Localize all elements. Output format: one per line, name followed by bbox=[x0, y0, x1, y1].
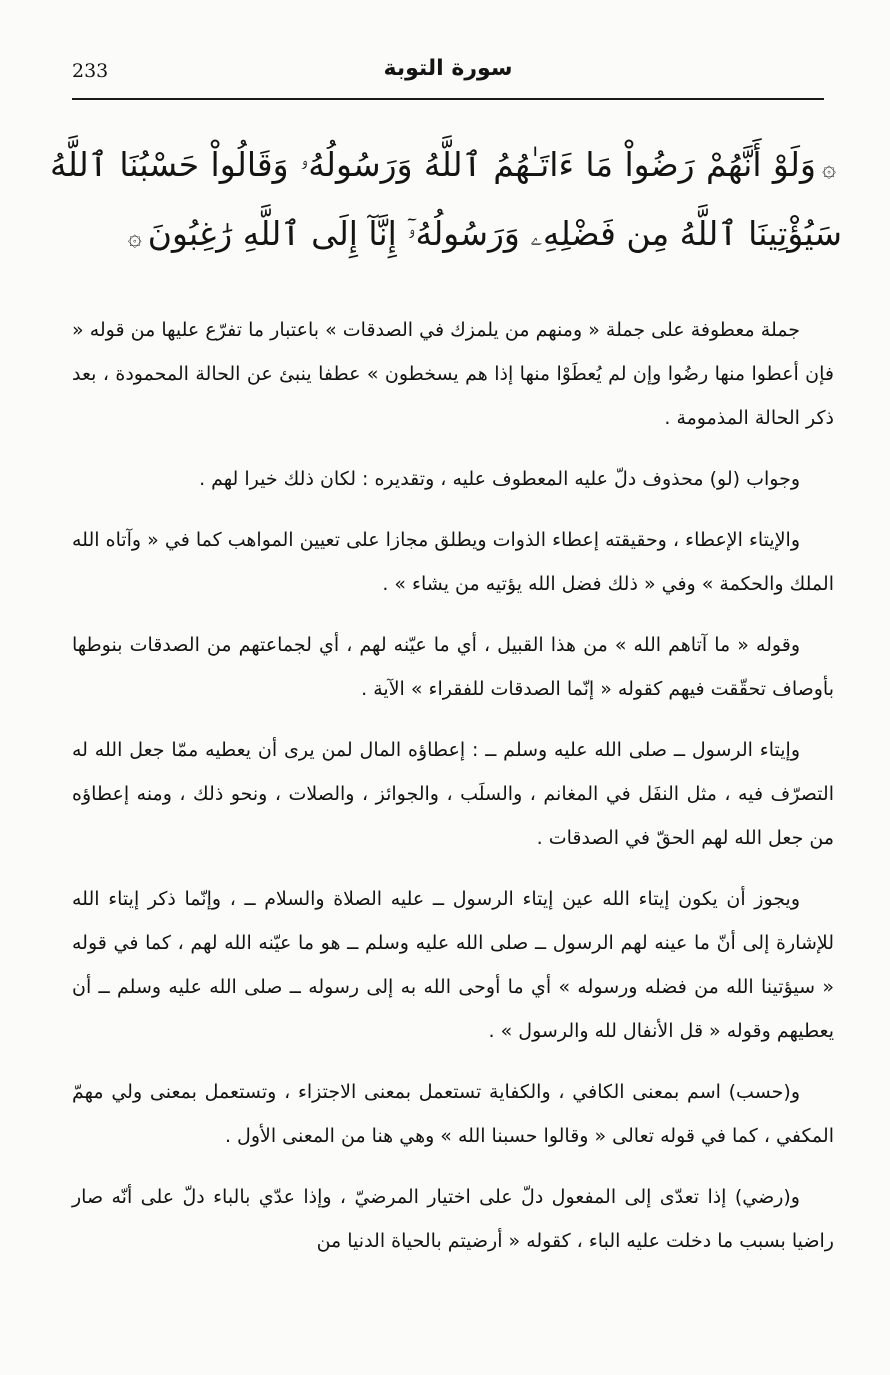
commentary-paragraph: جملة معطوفة على جملة « ومنهم من يلمزك في الصدقات » باعتبار ما تفرّع عليها من قوله « فإن أعطوا منها رضُوا وإن لم يُعطَوْا منها إذا هم يسخطون » عطفا ينبئ عن الحالة المحمودة ، بعد ذكر الحالة المذمومة . bbox=[72, 319, 834, 429]
verse-text: وَلَوْ أَنَّهُمْ رَضُواْ مَا ءَاتَـٰهُمُ ٱللَّهُ وَرَسُولُهُۥ وَقَالُواْ حَسْبُنَا ٱللَّهُ سَيُؤْتِينَا ٱللَّهُ مِن فَضْلِهِۦ وَرَسُولُهُۥٓ إِنَّآ إِلَى ٱللَّهِ رَٰغِبُونَ bbox=[50, 145, 842, 253]
commentary-paragraph: وقوله « ما آتاهم الله » من هذا القبيل ، أي ما عيّنه لهم ، أي لجماعتهم من الصدقات بنوطها بأوصاف تحقّقت فيهم كقوله « إنّما الصدقات للفقراء » الآية . bbox=[72, 634, 834, 700]
commentary-body bbox=[72, 308, 834, 1280]
page-number: 233 bbox=[72, 60, 109, 82]
header-rule bbox=[72, 98, 824, 100]
commentary-paragraph: وإيتاء الرسول ــ صلى الله عليه وسلم ــ : إعطاؤه المال لمن يرى أن يعطيه ممّا جعل الله له التصرّف فيه ، مثل النفَل في المغانم ، والسلَب ، والجوائز ، والصلات ، ونحو ذلك ، ومنه إعطاؤه من جعل الله لهم الحقّ في الصدقات . bbox=[72, 739, 834, 849]
quran-verse bbox=[50, 132, 842, 270]
page-header bbox=[72, 56, 824, 94]
commentary-paragraph: ويجوز أن يكون إيتاء الله عين إيتاء الرسول ــ عليه الصلاة والسلام ــ ، وإنّما ذكر إيتاء الله للإشارة إلى أنّ ما عينه لهم الرسول ــ صلى الله عليه وسلم ــ هو ما عيّنه الله لهم ، كما في قوله « سيؤتينا الله من فضله ورسوله » أي ما أوحى الله به إلى رسوله ــ صلى الله عليه وسلم ــ أن يعطيهم وقوله « قل الأنفال لله والرسول » . bbox=[72, 888, 834, 1042]
commentary-paragraph: و(حسب) اسم بمعنى الكافي ، والكفاية تستعمل بمعنى الاجتزاء ، وتستعمل بمعنى ولي مهمّ المكفي ، كما في قوله تعالى « وقالوا حسبنا الله » وهي هنا من المعنى الأول . bbox=[72, 1081, 834, 1147]
verse-close-ornament: ۞ bbox=[127, 223, 142, 251]
verse-open-ornament: ۞ bbox=[821, 154, 836, 182]
surah-title: سورة التوبة bbox=[383, 56, 513, 81]
commentary-paragraph: والإيتاء الإعطاء ، وحقيقته إعطاء الذوات ويطلق مجازا على تعيين المواهب كما في « وآتاه الله الملك والحكمة » وفي « ذلك فضل الله يؤتيه من يشاء » . bbox=[72, 529, 834, 595]
commentary-paragraph: وجواب (لو) محذوف دلّ عليه المعطوف عليه ، وتقديره : لكان ذلك خيرا لهم . bbox=[199, 468, 800, 490]
commentary-paragraph: و(رضي) إذا تعدّى إلى المفعول دلّ على اختيار المرضيّ ، وإذا عدّي بالباء دلّ على أنّه صار راضيا بسبب ما دخلت عليه الباء ، كقوله « أرضيتم بالحياة الدنيا من bbox=[72, 1186, 834, 1252]
